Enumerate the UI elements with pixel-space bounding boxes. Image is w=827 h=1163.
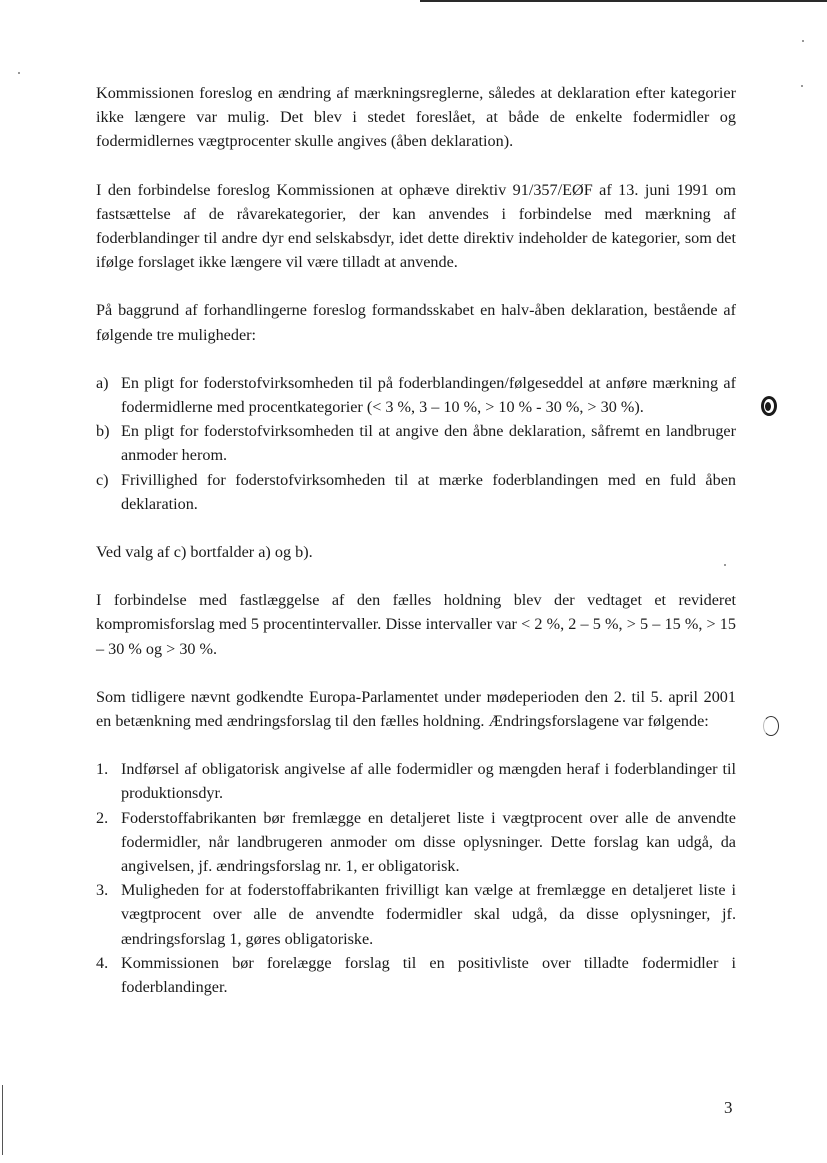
paragraph-valg: Ved valg af c) bortfalder a) og b). (96, 543, 313, 562)
list-marker: 2. (96, 808, 109, 827)
paragraph-formandsskab: På baggrund af forhandlingerne foreslog formandsskabet en halv-åben deklaration, bestående af følgende tre muligheder: (96, 301, 736, 344)
list-item (96, 806, 736, 879)
paragraph-direktiv: I den forbindelse foreslog Kommissionen at ophæve direktiv 91/357/EØF af 13. juni 1991 om fastsættelse af de råvarekategorier, der kan anvendes i forbindelse med mærkning af foderblandinger til andre dyr end selskabsdyr, idet dette direktiv indeholder de kategorier, som det ifølge forslaget ikke længere vil være tilladt at anvende. (96, 180, 736, 272)
page-number: 3 (724, 1098, 733, 1117)
paragraph-europa-parlamentet: Som tidligere nævnt godkendte Europa-Parlamentet under mødeperioden den 2. til 5. april 2001 en betænkning med ændringsforslag til den fælles holdning. Ændringsforslagene var følgende: (96, 687, 736, 731)
list-item (96, 468, 736, 516)
document-body (96, 81, 736, 999)
amendments-list (96, 757, 736, 999)
list-marker: c) (96, 470, 109, 489)
list-item (96, 951, 736, 999)
list-marker: a) (96, 373, 109, 392)
list-marker: 3. (96, 881, 109, 900)
list-marker: b) (96, 422, 110, 441)
list-item-text: Foderstoffabrikanten bør fremlægge en detaljeret liste i vægtprocent over alle de anvendte fodermidler, når landbrugeren anmoder om disse oplysninger. Dette forslag kan udgå, da angivelsen, jf. ændringsforslag nr. 1, er obligatorisk. (121, 808, 736, 876)
top-edge-rule (420, 0, 827, 2)
left-edge-mark (2, 1085, 3, 1155)
list-item (96, 371, 736, 419)
list-item-text: Indførsel af obligatorisk angivelse af alle fodermidler og mængden heraf i foderblandinger til produktionsdyr. (121, 760, 736, 803)
punch-hole-mark (761, 396, 777, 416)
list-item-text: En pligt for foderstofvirksomheden til på foderblandingen/følgeseddel at anføre mærkning af fodermidlerne med procentkategorier (< 3 %, 3 – 10 %, > 10 % - 30 %, > 30 %). (121, 373, 736, 417)
list-item-text: En pligt for foderstofvirksomheden til at angive den åbne deklaration, såfremt en landbruger anmoder herom. (121, 422, 736, 465)
scan-speck (802, 40, 804, 42)
punch-hole-mark (763, 716, 779, 736)
list-item (96, 757, 736, 805)
list-item-text: Muligheden for at foderstoffabrikanten frivilligt kan vælge at fremlægge en detaljeret liste i vægtprocent over alle de anvendte fodermidler skal udgå, da disse oplysninger, jf. ændringsforslag 1, gøres obligatoriske. (121, 881, 736, 948)
scan-speck (18, 72, 20, 74)
list-item (96, 419, 736, 467)
list-item-text: Kommissionen bør forelægge forslag til en positivliste over tilladte fodermidler i foderblandinger. (121, 953, 736, 997)
paragraph-mærkningsregler: Kommissionen foreslog en ændring af mærkningsreglerne, således at deklaration efter kategorier ikke længere var mulig. Det blev i stedet foreslået, at både de enkelte fodermidler og fodermidlernes vægtprocenter skulle angives (åben deklaration). (96, 84, 736, 151)
paragraph-kompromisforslag: I forbindelse med fastlæggelse af den fælles holdning blev der vedtaget et revideret kompromisforslag med 5 procentintervaller. Disse intervaller var < 2 %, 2 – 5 %, > 5 – 15 %, > 15 – 30 % og > 30 %. (96, 591, 736, 658)
options-list (96, 371, 736, 516)
scan-speck (801, 85, 803, 87)
list-item (96, 878, 736, 951)
list-item-text: Frivillighed for foderstofvirksomheden til at mærke foderblandingen med en fuld åben deklaration. (121, 470, 736, 513)
list-marker: 1. (96, 760, 109, 779)
list-marker: 4. (96, 953, 109, 972)
